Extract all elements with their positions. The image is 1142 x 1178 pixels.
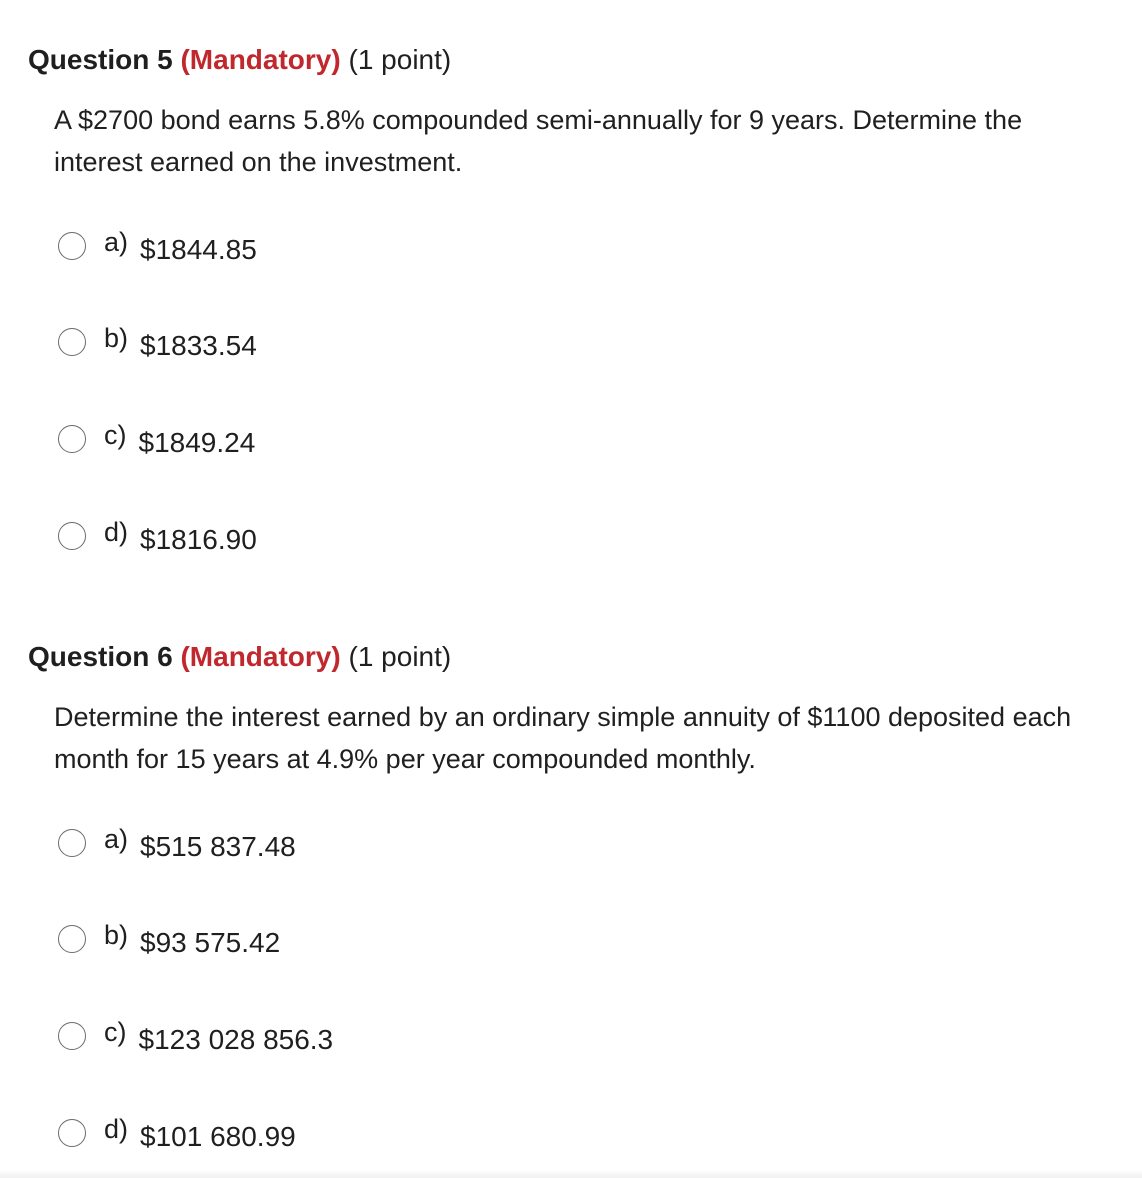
option-letter: d) [104, 1113, 129, 1144]
radio-button[interactable] [58, 1119, 86, 1147]
option-value: $93 575.42 [140, 927, 281, 958]
option-letter: d) [104, 516, 129, 547]
option-letter: b) [104, 919, 129, 950]
radio-button[interactable] [58, 925, 86, 953]
q6-option-b[interactable] [58, 919, 281, 958]
bottom-divider [0, 1170, 1142, 1178]
option-value: $1844.85 [140, 234, 257, 265]
option-letter: a) [104, 226, 129, 257]
question-title: Question 6 [28, 641, 173, 672]
option-value: $1833.54 [140, 330, 257, 361]
mandatory-label: (Mandatory) [180, 641, 341, 672]
option-letter: c) [104, 1016, 127, 1047]
radio-button[interactable] [58, 522, 86, 550]
radio-button[interactable] [58, 328, 86, 356]
option-letter: b) [104, 322, 129, 353]
question-title: Question 5 [28, 44, 173, 75]
points-label: (1 point) [348, 44, 452, 75]
points-label: (1 point) [348, 641, 452, 672]
option-value: $515 837.48 [140, 831, 296, 862]
q5-option-b[interactable] [58, 322, 257, 361]
question-6-text: Determine the interest earned by an ordinary simple annuity of $1100 deposited each month for 15 years at 4.9% per year compounded monthly. [54, 702, 1072, 774]
option-value: $1816.90 [140, 524, 257, 555]
option-letter: c) [104, 419, 127, 450]
q5-option-a[interactable] [58, 226, 257, 265]
q6-option-d[interactable] [58, 1113, 296, 1152]
radio-button[interactable] [58, 1022, 86, 1050]
option-value: $1849.24 [138, 427, 256, 458]
option-letter: a) [104, 823, 129, 854]
question-5-header [28, 44, 451, 76]
option-value: $101 680.99 [140, 1121, 296, 1152]
q6-option-a[interactable] [58, 823, 296, 862]
question-5-text: A $2700 bond earns 5.8% compounded semi-annually for 9 years. Determine the interest earned on the investment. [54, 105, 1023, 177]
q6-option-c[interactable] [58, 1016, 334, 1055]
radio-button[interactable] [58, 232, 86, 260]
q5-option-c[interactable] [58, 419, 256, 458]
question-6-header [28, 641, 451, 673]
option-value: $123 028 856.3 [138, 1024, 334, 1055]
radio-button[interactable] [58, 425, 86, 453]
radio-button[interactable] [58, 829, 86, 857]
mandatory-label: (Mandatory) [180, 44, 341, 75]
q5-option-d[interactable] [58, 516, 257, 555]
